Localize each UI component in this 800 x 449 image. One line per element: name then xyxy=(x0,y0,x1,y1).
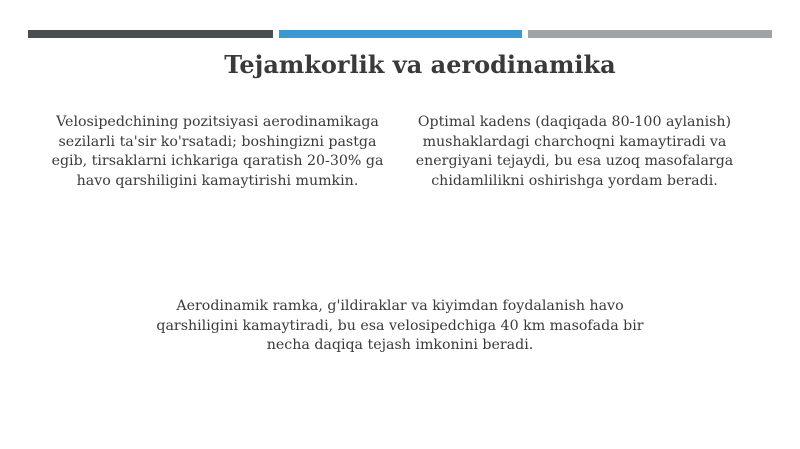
header-bar-blue xyxy=(279,30,522,38)
paragraph-cadence: Optimal kadens (daqiqada 80-100 aylanish) mushaklardagi charchoqni kamaytiradi va energiyani tejaydi, bu esa uzoq masofalarga chidamlilikni oshirishga yordam beradi. xyxy=(415,114,734,189)
paragraph-position: Velosipedchining pozitsiyasi aerodinamikaga sezilarli ta'sir ko'rsatadi; boshingizni pastga egib, tirsaklarni ichkariga qaratish 20-30% ga havo qarshiligini kamaytirishi mumkin. xyxy=(51,114,384,189)
header-bar-dark xyxy=(28,30,273,38)
header-bar-gray xyxy=(528,30,772,38)
slide-title: Tejamkorlik va aerodinamika xyxy=(224,50,616,79)
paragraph-equipment: Aerodinamik ramka, g'ildiraklar va kiyimdan foydalanish havo qarshiligini kamaytiradi, bu esa velosipedchiga 40 km masofada bir necha daqiqa tejash imkonini beradi. xyxy=(156,298,644,353)
